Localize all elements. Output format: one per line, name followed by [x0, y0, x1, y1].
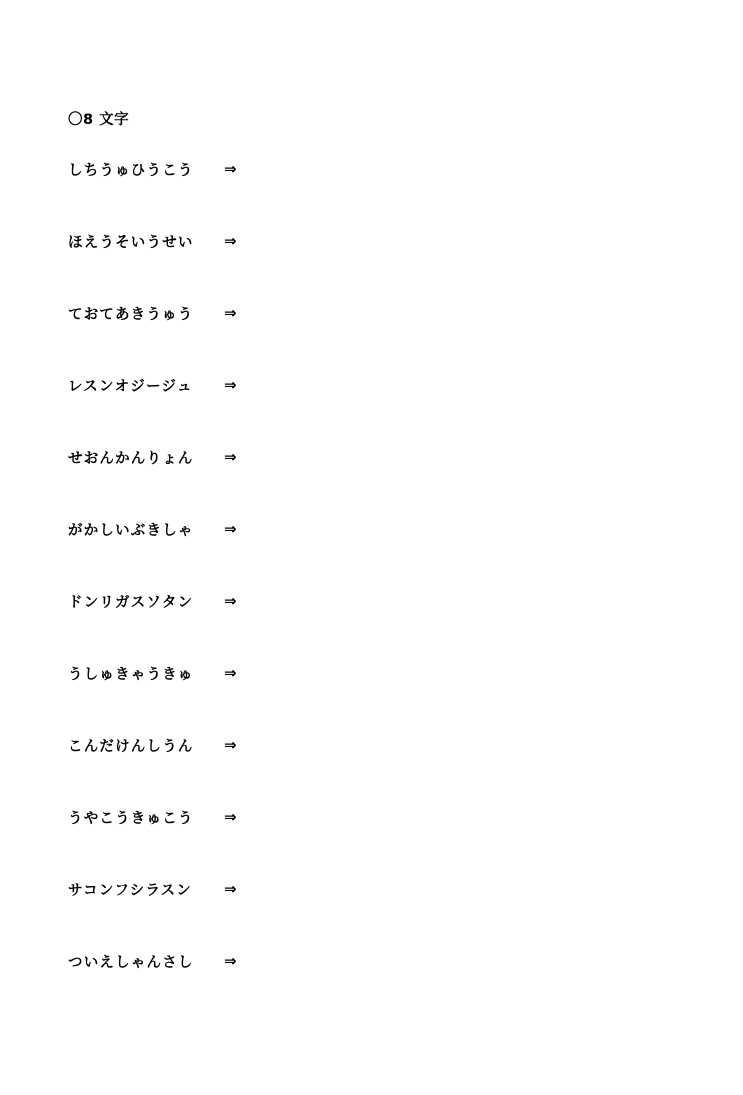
list-item	[68, 854, 668, 926]
list-item	[68, 350, 668, 422]
answer-field[interactable]	[237, 673, 668, 674]
worksheet-content	[68, 110, 668, 998]
arrow-icon: ⇒	[224, 664, 237, 683]
answer-field[interactable]	[237, 169, 668, 170]
list-item	[68, 494, 668, 566]
arrow-icon: ⇒	[224, 160, 237, 179]
term-text: ほえうそいうせい	[68, 235, 194, 252]
arrow-icon: ⇒	[224, 592, 237, 611]
answer-field[interactable]	[237, 961, 668, 962]
list-item	[68, 278, 668, 350]
answer-field[interactable]	[237, 817, 668, 818]
answer-field[interactable]	[237, 889, 668, 890]
list-item	[68, 710, 668, 782]
arrow-icon: ⇒	[224, 232, 237, 251]
term-text: うしゅきゃうきゅ	[68, 667, 194, 684]
answer-field[interactable]	[237, 745, 668, 746]
list-item	[68, 566, 668, 638]
list-item	[68, 638, 668, 710]
arrow-icon: ⇒	[224, 952, 237, 971]
arrow-icon: ⇒	[224, 304, 237, 323]
answer-field[interactable]	[237, 457, 668, 458]
list-item	[68, 206, 668, 278]
answer-field[interactable]	[237, 313, 668, 314]
term-text: がかしいぶきしゃ	[68, 523, 194, 540]
list-item	[68, 422, 668, 494]
arrow-icon: ⇒	[224, 736, 237, 755]
term-text: しちうゅひうこう	[68, 163, 194, 180]
term-text: うやこうきゅこう	[68, 811, 194, 828]
term-text: サコンフシラスン	[68, 883, 193, 900]
term-text: レスンオジージュ	[68, 379, 193, 396]
term-text: ドンリガスソタン	[68, 595, 194, 612]
list-item	[68, 926, 668, 998]
answer-field[interactable]	[237, 385, 668, 386]
term-text: ておてあきうゅう	[68, 307, 194, 324]
page-title: 〇8 文字	[68, 112, 130, 128]
term-text: こんだけんしうん	[68, 739, 194, 756]
list-item	[68, 134, 668, 206]
answer-field[interactable]	[237, 601, 668, 602]
term-text: ついえしゃんさし	[68, 955, 194, 972]
arrow-icon: ⇒	[224, 880, 237, 899]
arrow-icon: ⇒	[224, 808, 237, 827]
answer-field[interactable]	[237, 241, 668, 242]
answer-field[interactable]	[237, 529, 668, 530]
term-text: せおんかんりょん	[68, 451, 194, 468]
arrow-icon: ⇒	[224, 376, 237, 395]
arrow-icon: ⇒	[224, 520, 237, 539]
arrow-icon: ⇒	[224, 448, 237, 467]
list-item	[68, 782, 668, 854]
